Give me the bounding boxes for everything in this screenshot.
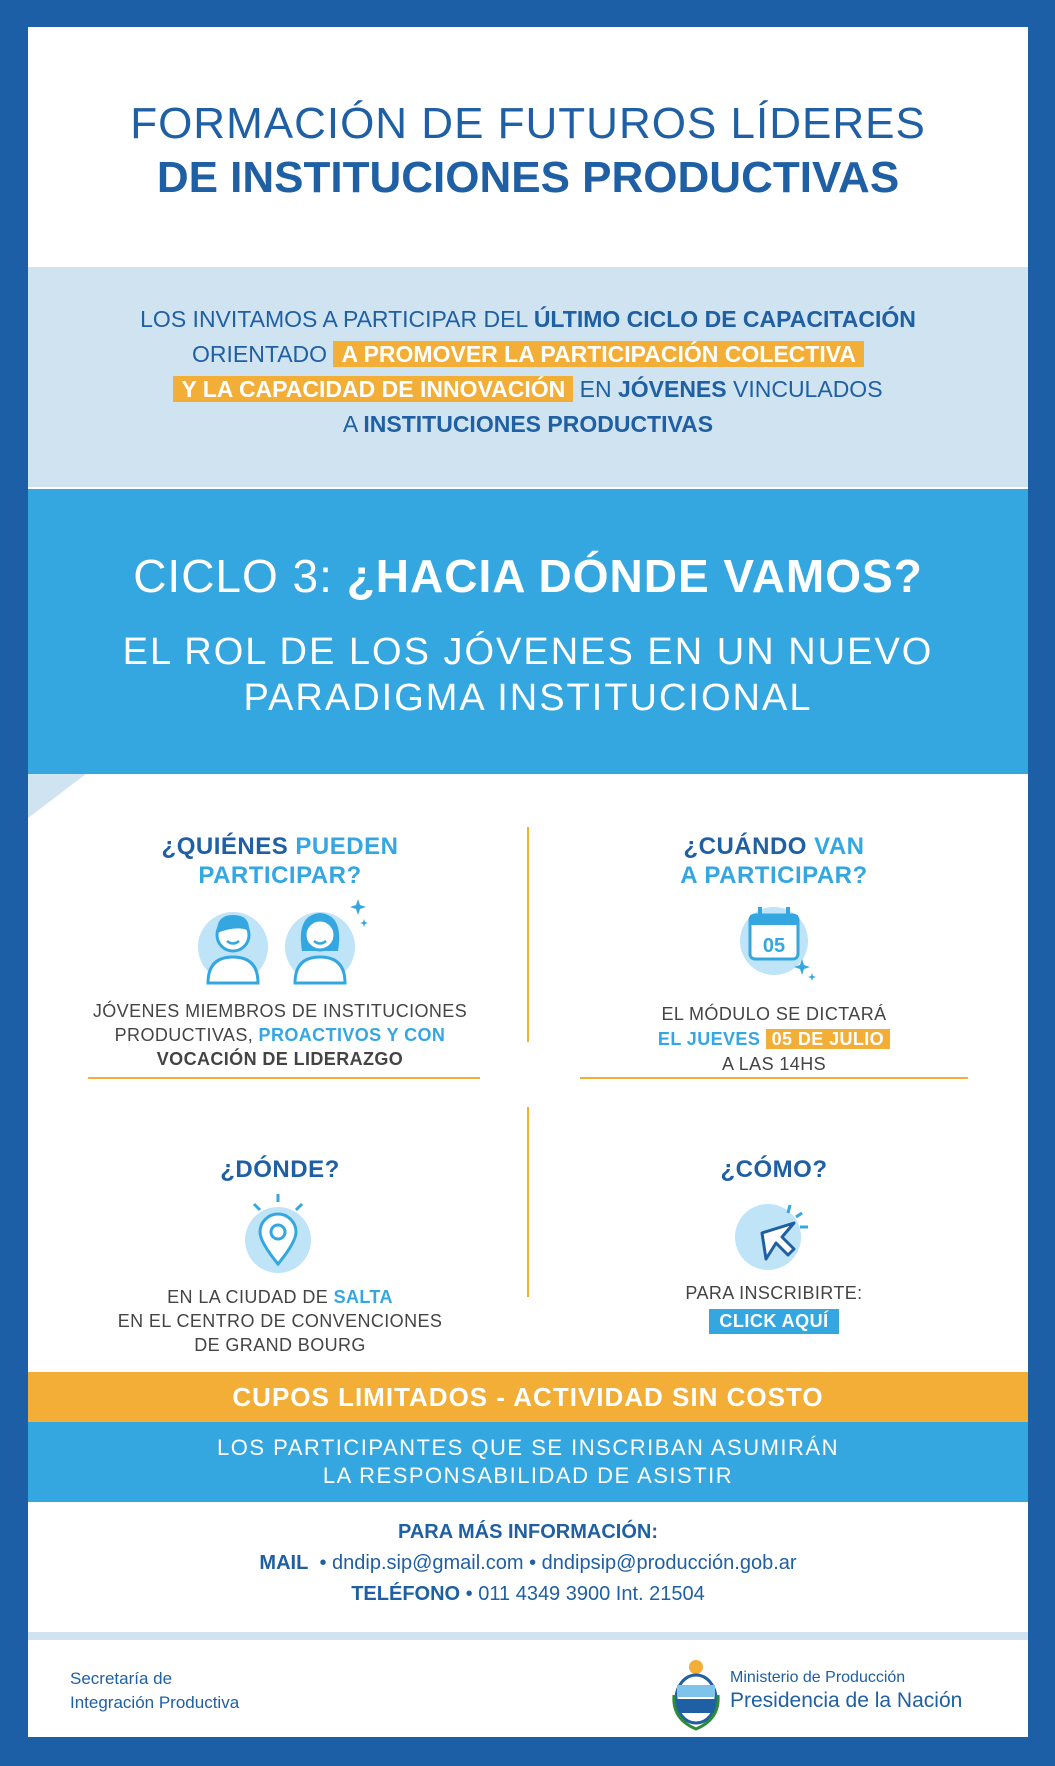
cycle-subtitle: [28, 629, 1028, 721]
ministry-logo: [668, 1655, 1008, 1735]
mail-link-2[interactable]: dndipsip@producción.gob.ar: [541, 1552, 797, 1574]
when-text-line-2: [554, 1026, 994, 1052]
title-line-1: FORMACIÓN DE FUTUROS LÍDERES: [130, 99, 926, 148]
secretariat-logo-text: [70, 1667, 239, 1715]
invitation-row-4: [28, 408, 1028, 440]
invitation-bold: JÓVENES: [617, 376, 727, 402]
when-heading-b: VAN: [814, 833, 865, 860]
where-text-plain: EN LA CIUDAD DE: [167, 1287, 334, 1307]
when-date: 05 DE JULIO: [766, 1029, 890, 1049]
secretariat-line-1: Secretaría de: [70, 1669, 173, 1688]
footer-divider: [28, 1632, 1028, 1640]
divider-vertical-bottom: [527, 1107, 529, 1297]
mail-label: MAIL: [259, 1552, 309, 1574]
info-phone-row: [28, 1579, 1028, 1610]
how-text-line-1: PARA INSCRIBIRTE:: [685, 1283, 863, 1303]
when-text-line-3: A LAS 14HS: [721, 1054, 827, 1074]
invitation-text: VINCULADOS: [726, 376, 883, 402]
invitation-highlight: Y LA CAPACIDAD DE INNOVACIÓN: [173, 376, 573, 402]
separator: •: [529, 1552, 537, 1574]
when-weekday: EL JUEVES: [657, 1029, 761, 1049]
divider-vertical-top: [527, 827, 529, 1042]
how-section: [554, 1155, 994, 1184]
ministry-line-2: Presidencia de la Nación: [730, 1689, 963, 1712]
who-text-line-2: [60, 1023, 500, 1047]
where-text: [60, 1285, 500, 1357]
who-heading-c: PARTICIPAR?: [198, 862, 362, 889]
cycle-subtitle-line-2: PARADIGMA INSTITUCIONAL: [243, 677, 813, 719]
responsibility-band: [28, 1422, 1028, 1502]
who-text: [60, 999, 500, 1071]
who-heading-a: ¿QUIÉNES: [161, 833, 296, 860]
invitation-bold: INSTITUCIONES PRODUCTIVAS: [363, 411, 714, 437]
invitation-row-1: [28, 303, 1028, 335]
where-heading: ¿DÓNDE?: [220, 1156, 340, 1183]
info-title: PARA MÁS INFORMACIÓN:: [398, 1521, 658, 1543]
invitation-band: [28, 267, 1028, 487]
when-text-line-1: EL MÓDULO SE DICTARÁ: [661, 1004, 887, 1024]
cycle-subtitle-line-1: EL ROL DE LOS JÓVENES EN UN NUEVO: [122, 631, 934, 673]
separator: •: [465, 1583, 473, 1605]
title-line-2: DE INSTITUCIONES PRODUCTIVAS: [156, 153, 900, 202]
cursor-click-icon: [732, 1197, 812, 1277]
invitation-text: LOS INVITAMOS A PARTICIPAR DEL: [140, 306, 534, 332]
who-heading-b: PUEDEN: [295, 833, 399, 860]
divider-horizontal-left: [88, 1077, 480, 1079]
how-text: [554, 1281, 994, 1334]
who-heading: [60, 832, 500, 890]
phone-label: TELÉFONO: [351, 1583, 461, 1605]
coat-of-arms-logo: [668, 1655, 724, 1735]
click-here-button[interactable]: CLICK AQUÍ: [709, 1309, 838, 1334]
cycle-question: ¿HACIA DÓNDE VAMOS?: [346, 550, 923, 602]
cycle-prefix: CICLO 3:: [133, 550, 347, 602]
poster: [28, 27, 1028, 1737]
invitation-highlight: A PROMOVER LA PARTICIPACIÓN COLECTIVA: [333, 341, 864, 367]
when-text: [554, 1002, 994, 1076]
separator: •: [319, 1552, 327, 1574]
how-heading: ¿CÓMO?: [720, 1156, 828, 1183]
invitation-text: ORIENTADO: [192, 341, 334, 367]
cycle-band: [28, 489, 1028, 774]
when-section: [554, 832, 994, 890]
people-icon: [188, 895, 368, 985]
contact-info: [28, 1517, 1028, 1610]
page-title: [28, 97, 1028, 205]
cycle-title: [28, 549, 1028, 603]
when-heading-c: A PARTICIPAR?: [680, 862, 868, 889]
responsibility-line-2: LA RESPONSABILIDAD DE ASISTIR: [322, 1463, 734, 1488]
where-city: SALTA: [333, 1287, 393, 1307]
when-heading-a: ¿CUÁNDO: [683, 833, 815, 860]
location-pin-icon: [240, 1192, 316, 1274]
who-text-line-1: JÓVENES MIEMBROS DE INSTITUCIONES: [92, 1001, 468, 1021]
invitation-text: EN: [573, 376, 618, 402]
mail-link-1[interactable]: dndip.sip@gmail.com: [332, 1552, 524, 1574]
limited-places-band: CUPOS LIMITADOS - ACTIVIDAD SIN COSTO: [28, 1372, 1028, 1422]
where-text-line-2: EN EL CENTRO DE CONVENCIONES: [117, 1311, 443, 1331]
invitation-text: A: [342, 411, 364, 437]
responsibility-line-1: LOS PARTICIPANTES QUE SE INSCRIBAN ASUMIRÁN: [217, 1435, 839, 1460]
invitation-row-3: [28, 373, 1028, 405]
fold-corner: [28, 774, 86, 818]
info-mail-row: [28, 1548, 1028, 1579]
ministry-line-1: Ministerio de Producción: [730, 1669, 906, 1686]
invitation-bold: ÚLTIMO CICLO DE CAPACITACIÓN: [533, 306, 916, 332]
who-text-highlight: PROACTIVOS Y CON: [258, 1025, 446, 1045]
phone-number: 011 4349 3900 Int. 21504: [478, 1583, 705, 1605]
who-text-line-3: VOCACIÓN DE LIDERAZGO: [156, 1049, 404, 1069]
where-section: [60, 1155, 500, 1184]
who-section: [60, 832, 500, 890]
divider-horizontal-right: [580, 1077, 968, 1079]
secretariat-line-2: Integración Productiva: [70, 1693, 240, 1712]
where-text-line-1: [60, 1285, 500, 1309]
calendar-icon: [738, 897, 818, 987]
where-text-line-3: DE GRAND BOURG: [194, 1335, 366, 1355]
invitation-row-2: [28, 338, 1028, 370]
calendar-day: 05: [762, 935, 786, 957]
who-text-plain: PRODUCTIVAS,: [114, 1025, 259, 1045]
when-heading: [554, 832, 994, 890]
